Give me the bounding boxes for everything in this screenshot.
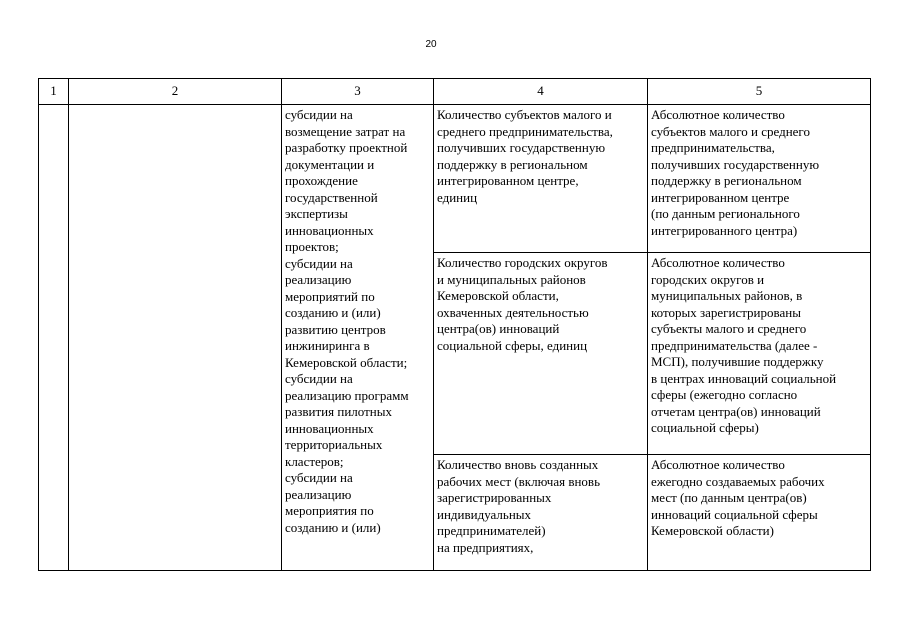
header-row	[39, 79, 871, 105]
method-cell: Абсолютное количество субъектов малого и среднего предпринимательства, получивших государственную поддержку в региональном интегрированном центре (по данным регионального интегрированного центра)	[648, 105, 871, 253]
number-cell	[39, 105, 69, 571]
indicator-cell: Количество субъектов малого и среднего предпринимательства, получивших государственную поддержку в региональном интегрированном центре, единиц	[434, 105, 648, 253]
column-header-2: 2	[69, 79, 282, 105]
column-header-3: 3	[282, 79, 434, 105]
page-number: 20	[425, 39, 437, 50]
indicator-cell: Количество вновь созданных рабочих мест (включая вновь зарегистрированных индивидуальных предпринимателей) на предприятиях,	[434, 455, 648, 571]
table-row	[39, 105, 871, 253]
activities-cell: субсидии на возмещение затрат на разработку проектной документации и прохождение государственной экспертизы инновационных проектов; субсидии на реализацию мероприятий по созданию и (или) развитию центров инжиниринга в Кемеровской области; субсидии на реализацию программ развития пилотных инновационных территориальных кластеров; субсидии на реализацию мероприятия по созданию и (или)	[282, 105, 434, 571]
indicator-cell: Количество городских округов и муниципальных районов Кемеровской области, охваченных деятельностью центра(ов) инноваций социальной сферы, единиц	[434, 253, 648, 455]
column-header-1: 1	[39, 79, 69, 105]
column-header-5: 5	[648, 79, 871, 105]
column-header-4: 4	[434, 79, 648, 105]
program-name-cell	[69, 105, 282, 571]
indicators-table	[38, 78, 871, 571]
method-cell: Абсолютное количество городских округов и муниципальных районов, в которых зарегистрированы субъекты малого и среднего предпринимательства (далее - МСП), получившие поддержку в центрах инноваций социальной сферы (ежегодно согласно отчетам центра(ов) инноваций социальной сферы)	[648, 253, 871, 455]
method-cell: Абсолютное количество ежегодно создаваемых рабочих мест (по данным центра(ов) инноваций социальной сферы Кемеровской области)	[648, 455, 871, 571]
